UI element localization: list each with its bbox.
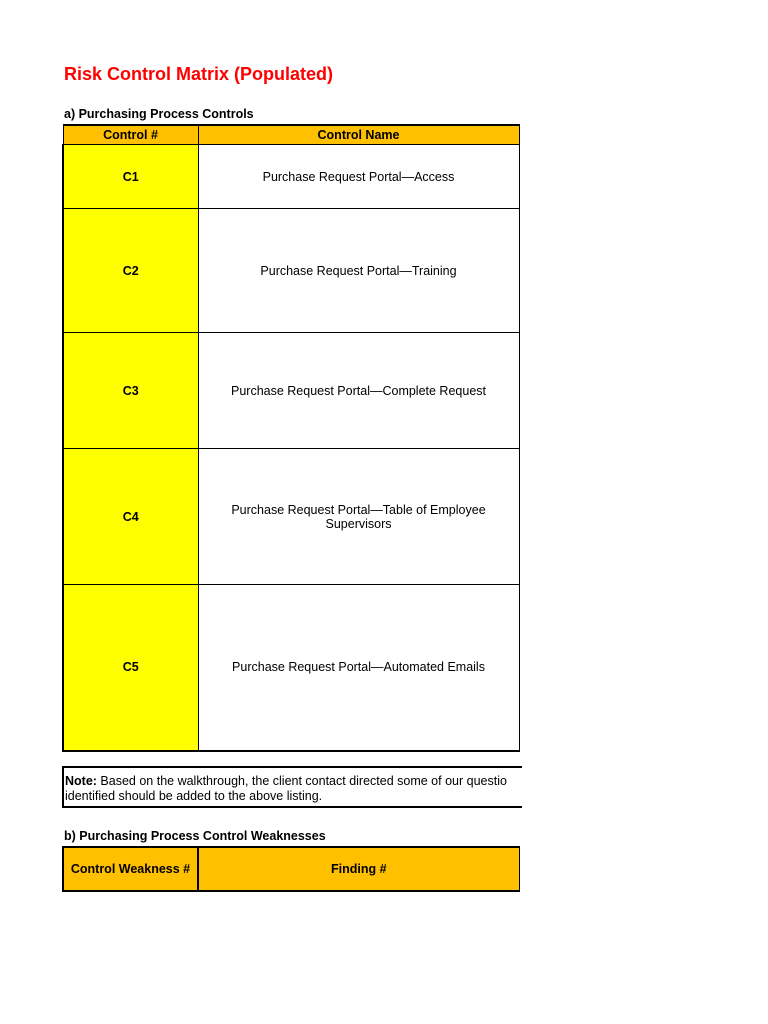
control-number-cell: C5 [63,585,198,751]
weaknesses-table [62,846,520,892]
weaknesses-table-header-row [63,847,519,891]
note-line-1 [65,774,522,789]
control-number-cell: C4 [63,449,198,585]
control-number-cell: C3 [63,333,198,449]
table-row [63,333,519,449]
note-text-2: identified should be added to the above listing. [65,789,323,803]
section-a-heading: a) Purchasing Process Controls [64,107,254,121]
control-name-cell: Purchase Request Portal—Table of Employee Supervisors [198,449,519,585]
control-number-cell: C1 [63,145,198,209]
page-title: Risk Control Matrix (Populated) [64,64,334,84]
control-name-cell: Purchase Request Portal—Complete Request [198,333,519,449]
section-b-heading: b) Purchasing Process Control Weaknesses [64,829,326,843]
control-number-cell: C2 [63,209,198,333]
note-label: Note: [65,774,97,788]
control-name-cell: Purchase Request Portal—Training [198,209,519,333]
table-row [63,585,519,751]
column-header-control-weakness-number: Control Weakness # [63,847,198,891]
table-row [63,145,519,209]
controls-table-header-row [63,125,519,145]
note-box [62,766,522,808]
column-header-finding-number: Finding # [198,847,519,891]
table-row [63,209,519,333]
column-header-control-number: Control # [63,125,198,145]
control-name-cell: Purchase Request Portal—Automated Emails [198,585,519,751]
column-header-control-name: Control Name [198,125,519,145]
control-name-cell: Purchase Request Portal—Access [198,145,519,209]
controls-table [62,124,520,752]
table-row [63,449,519,585]
note-text-1: Based on the walkthrough, the client contact directed some of our questio [96,774,507,788]
